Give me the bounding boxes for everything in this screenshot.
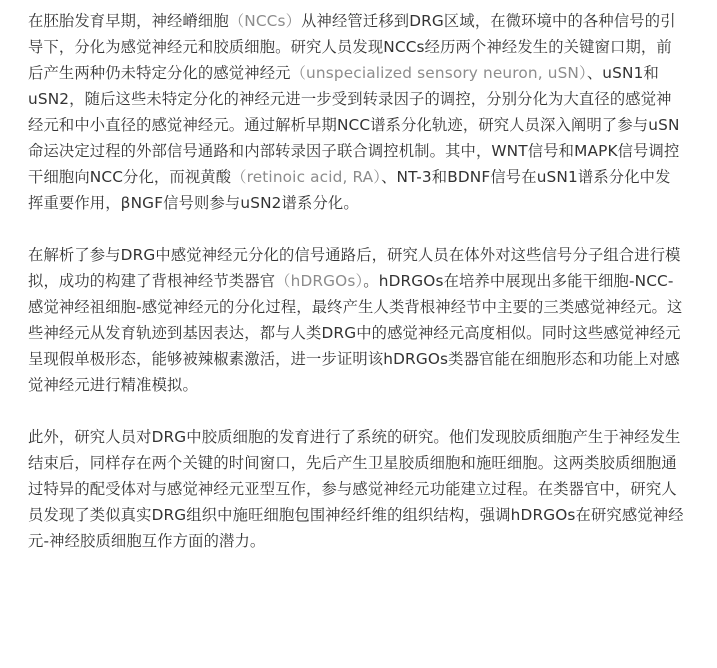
text-line	[28, 190, 698, 216]
text-segment: 元-神经胶质细胞互作方面的潜力。	[28, 532, 266, 550]
text-segment: 。hDRGOs在培养中展现出多能干细胞-NCC-	[363, 272, 674, 290]
text-line	[28, 424, 698, 450]
text-segment: 导下，分化为感觉神经元和胶质细胞。研究人员发现NCCs经历两个神经发生的关键窗口期，前	[28, 38, 672, 56]
text-line	[28, 86, 698, 112]
text-line	[28, 138, 698, 164]
text-segment: 员发现了类似真实DRG组织中施旺细胞包围神经纤维的组织结构，强调hDRGOs在研究感觉神经	[28, 506, 684, 524]
text-line	[28, 294, 698, 320]
text-segment: 干细胞向NCC分化，而视黄酸	[28, 168, 232, 186]
paragraph	[28, 242, 698, 398]
text-segment: 结束后，同样存在两个关键的时间窗口，先后产生卫星胶质细胞和施旺细胞。这两类胶质细胞通	[28, 454, 677, 472]
text-line	[28, 34, 698, 60]
text-line	[28, 112, 698, 138]
paragraph	[28, 8, 698, 216]
text-segment: 在胚胎发育早期，神经嵴细胞	[28, 12, 229, 30]
text-line	[28, 528, 698, 554]
paragraph	[28, 424, 698, 554]
text-segment: 命运决定过程的外部信号通路和内部转录因子联合调控机制。其中，WNT信号和MAPK信号调控	[28, 142, 680, 160]
text-segment: 挥重要作用，βNGF信号则参与uSN2谱系分化。	[28, 194, 359, 212]
text-line	[28, 450, 698, 476]
text-segment: 拟，成功的构建了背根神经节类器官	[28, 272, 276, 290]
text-segment: 、uSN1和	[586, 64, 659, 82]
text-segment: 经元和中小直径的感觉神经元。通过解析早期NCC谱系分化轨迹，研究人员深入阐明了参与uSN	[28, 116, 680, 134]
text-segment: 从神经管迁移到DRG区域，在微环境中的各种信号的引	[301, 12, 676, 30]
text-segment: 些神经元从发育轨迹到基因表达，都与人类DRG中的感觉神经元高度相似。同时这些感觉神经元	[28, 324, 681, 342]
text-segment: 在解析了参与DRG中感觉神经元分化的信号通路后，研究人员在体外对这些信号分子组合进行模	[28, 246, 681, 264]
text-segment: 感觉神经祖细胞-感觉神经元的分化过程，最终产生人类背根神经节中主要的三类感觉神经元。这	[28, 298, 683, 316]
text-line	[28, 268, 698, 294]
highlighted-term: （unspecialized sensory neuron, uSN）	[290, 64, 587, 82]
text-line	[28, 476, 698, 502]
text-line	[28, 60, 698, 86]
text-segment: 、NT-3和BDNF信号在uSN1谱系分化中发	[381, 168, 671, 186]
highlighted-term: （hDRGOs）	[275, 272, 364, 290]
highlighted-term: （retinoic acid, RA）	[231, 168, 382, 186]
text-line	[28, 242, 698, 268]
highlighted-term: （NCCs）	[228, 12, 302, 30]
text-line	[28, 320, 698, 346]
text-line	[28, 8, 698, 34]
text-segment: 过特异的配受体对与感觉神经元亚型互作，参与感觉神经元功能建立过程。在类器官中，研究人	[28, 480, 677, 498]
text-segment: 呈现假单极形态，能够被辣椒素激活，进一步证明该hDRGOs类器官能在细胞形态和功能上对感	[28, 350, 680, 368]
text-segment: uSN2，随后这些未特定分化的神经元进一步受到转录因子的调控，分别分化为大直径的感觉神	[28, 90, 672, 108]
text-line	[28, 164, 698, 190]
text-line	[28, 372, 698, 398]
text-segment: 觉神经元进行精准模拟。	[28, 376, 198, 394]
text-segment: 后产生两种仍未特定分化的感觉神经元	[28, 64, 291, 82]
text-segment: 此外，研究人员对DRG中胶质细胞的发育进行了系统的研究。他们发现胶质细胞产生于神经发生	[28, 428, 681, 446]
text-line	[28, 502, 698, 528]
text-line	[28, 346, 698, 372]
